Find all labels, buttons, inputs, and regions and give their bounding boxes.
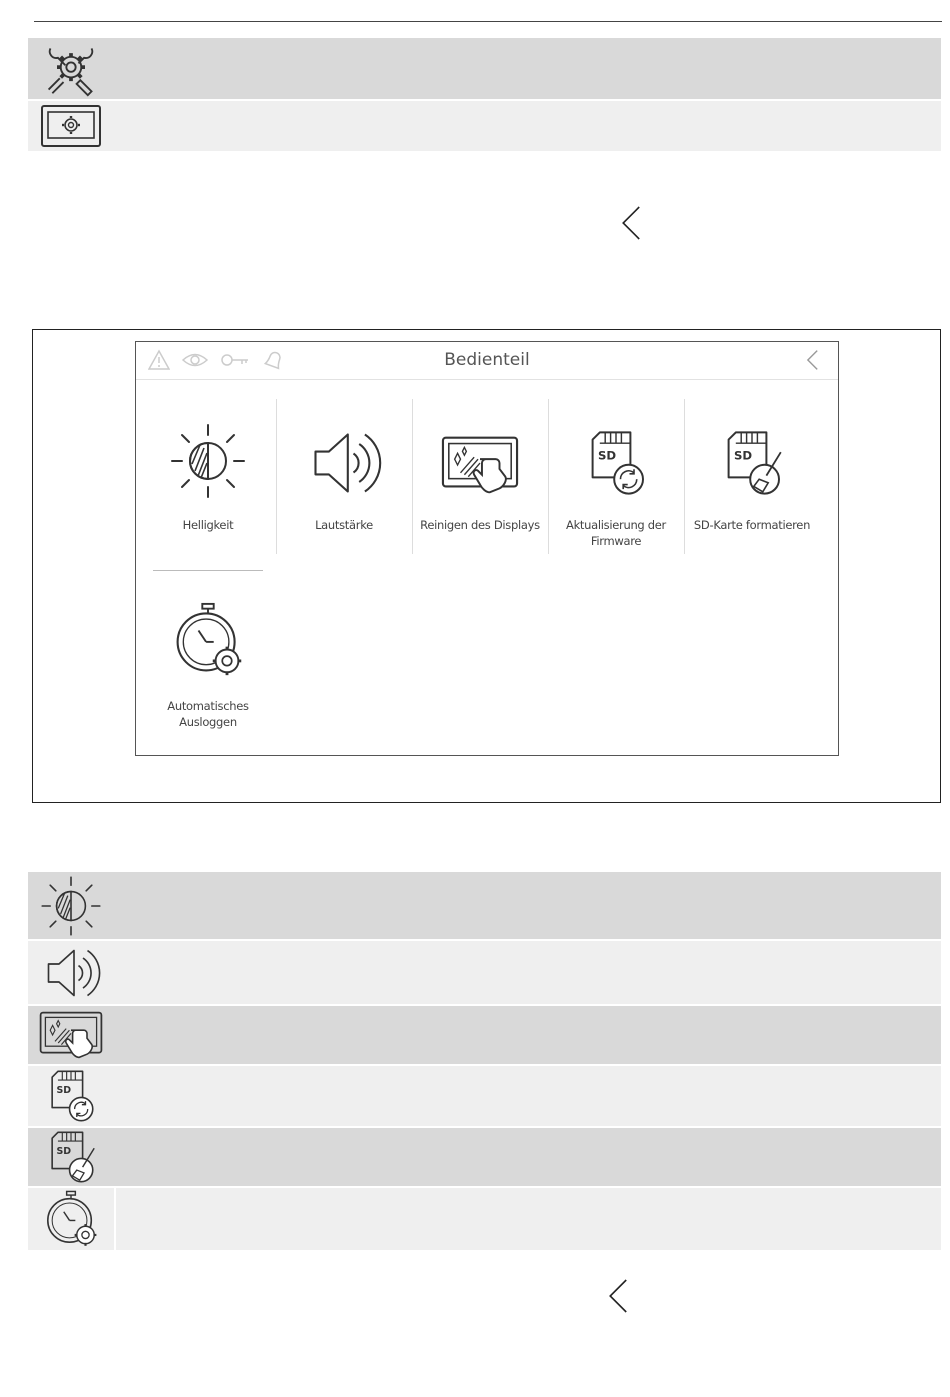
legend-row-auto-logout xyxy=(28,1188,941,1250)
screen-title: Bedienteil xyxy=(444,350,530,370)
legend-row-brightness xyxy=(28,872,941,939)
tile-label: Automatisches Ausloggen xyxy=(167,699,249,729)
auto-logout-timer-icon xyxy=(170,602,246,678)
tile-label: Helligkeit xyxy=(182,518,234,532)
maintenance-tools-icon xyxy=(28,38,114,99)
screen-header xyxy=(136,342,838,380)
sd-firmware-update-icon xyxy=(580,427,652,499)
tile-label: SD-Karte formatieren xyxy=(693,518,811,532)
tile-auto-logout[interactable] xyxy=(140,592,276,742)
selection-underline xyxy=(153,570,263,571)
back-chevron-icon xyxy=(607,1274,631,1323)
tile-firmware-update[interactable] xyxy=(548,399,684,569)
cell-divider xyxy=(114,1188,116,1250)
tile-clean-display[interactable] xyxy=(412,399,548,569)
auto-logout-timer-icon xyxy=(28,1188,114,1250)
top-divider xyxy=(34,21,942,22)
volume-icon xyxy=(28,941,114,1004)
clean-display-icon xyxy=(28,1006,114,1064)
brightness-icon xyxy=(168,421,248,501)
tile-label: Lautstärke xyxy=(315,518,373,532)
sd-format-icon xyxy=(716,427,788,499)
clean-display-icon xyxy=(441,433,519,497)
brightness-icon xyxy=(28,872,114,939)
tile-volume[interactable] xyxy=(276,399,412,569)
sd-format-icon xyxy=(28,1128,114,1186)
tile-label: Aktualisierung der Firmware xyxy=(566,518,666,548)
legend-row-clean-display xyxy=(28,1006,941,1064)
tile-sd-format[interactable] xyxy=(684,399,820,569)
display-settings-icon xyxy=(28,101,114,151)
legend-row-sd-format xyxy=(28,1128,941,1186)
legend-row-firmware-update xyxy=(28,1066,941,1126)
volume-icon xyxy=(306,425,382,501)
maintenance-row xyxy=(28,38,941,99)
control-panel-screen xyxy=(135,341,839,756)
legend-row-volume xyxy=(28,941,941,1004)
tile-label: Reinigen des Displays xyxy=(420,518,540,532)
header-back-button[interactable] xyxy=(806,348,820,377)
tile-brightness[interactable] xyxy=(140,399,276,569)
sd-firmware-update-icon xyxy=(28,1066,114,1126)
back-chevron-icon xyxy=(620,201,644,250)
display-settings-row xyxy=(28,101,941,151)
